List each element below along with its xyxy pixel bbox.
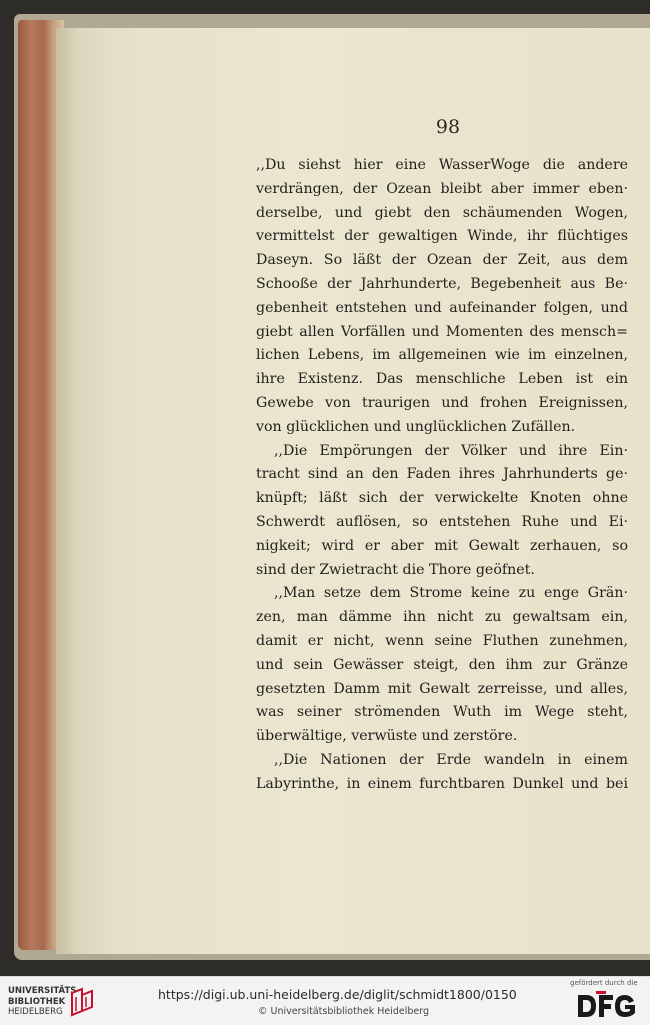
library-emblem-icon [68, 987, 96, 1017]
dfg-funding-logo[interactable] [560, 979, 646, 1023]
library-name-line: HEIDELBERG [8, 1007, 63, 1017]
library-name-line: BIBLIOTHEK [8, 996, 66, 1007]
text-line: überwältige, verwüste und zerstöre. [256, 728, 518, 745]
text-line: gebenheit entstehen und aufeinander folgen, und [256, 299, 628, 316]
funded-by-label: gefördert durch die [570, 979, 638, 987]
text-line: ,,Du siehst hier eine WasserWoge die andere [256, 157, 628, 173]
text-line: ihre Existenz. Das menschliche Leben ist ein [256, 371, 628, 388]
page-gutter-shadow [56, 28, 76, 954]
copyright-notice: © Universitätsbibliothek Heidelberg [258, 1006, 430, 1017]
text-line: derselbe, und giebt den schäumenden Wogen, [256, 204, 628, 221]
page-text-block [256, 154, 628, 797]
text-line: ,,Die Nationen der Erde wandeln in einem [274, 751, 628, 768]
text-line: und sein Gewässer steigt, den ihm zur Gränze [256, 656, 628, 673]
text-line: giebt allen Vorfällen und Momenten des mensch= [256, 323, 628, 340]
text-line: zen, man dämme ihn nicht zu gewaltsam ein, [256, 609, 628, 626]
text-line: nigkeit; wird er aber mit Gewalt zerhauen, so [256, 537, 628, 554]
text-line: gesetzten Damm mit Gewalt zerreisse, und alles, [256, 680, 628, 697]
permalink-url[interactable]: https://digi.ub.uni-heidelberg.de/diglit/schmidt1800/0150 [158, 987, 517, 1002]
text-line: sind der Zwietracht die Thore geöfnet. [256, 561, 535, 578]
text-line: was seiner strömenden Wuth im Wege steht, [256, 704, 628, 721]
text-line: knüpft; läßt sich der verwickelte Knoten ohne [256, 490, 628, 507]
text-line: Schwerdt auflösen, so entstehen Ruhe und Ei· [256, 513, 628, 530]
text-line: von glücklichen und unglücklichen Zufällen. [256, 418, 576, 435]
library-logo[interactable] [8, 985, 138, 1019]
text-line: Schooße der Jahrhunderte, Begebenheit aus Be· [256, 275, 628, 292]
viewer-footer [0, 976, 650, 1025]
text-line: ,,Man setze dem Strome keine zu enge Grän· [274, 585, 628, 602]
text-line: lichen Lebens, im allgemeinen wie im einzelnen, [256, 347, 628, 364]
text-line: tracht sind an den Faden ihres Jahrhunderts ge· [256, 466, 628, 483]
text-line: ,,Die Empörungen der Völker und ihre Ein· [274, 442, 628, 459]
dfg-logo-icon [576, 991, 638, 1021]
text-line: Gewebe von traurigen und frohen Ereignissen, [256, 394, 628, 411]
text-line: vermittelst der gewaltigen Winde, ihr flüchtiges [256, 228, 628, 245]
page-number: 98 [435, 116, 461, 138]
text-line: verdrängen, der Ozean bleibt aber immer eben· [256, 180, 628, 197]
text-line: damit er nicht, wenn seine Fluthen zunehmen, [256, 632, 628, 649]
text-line: Daseyn. So läßt der Ozean der Zeit, aus dem [256, 252, 628, 269]
text-line: Labyrinthe, in einem furchtbaren Dunkel und bei [256, 775, 628, 792]
library-name-line: UNIVERSITÄTS- [8, 986, 80, 996]
